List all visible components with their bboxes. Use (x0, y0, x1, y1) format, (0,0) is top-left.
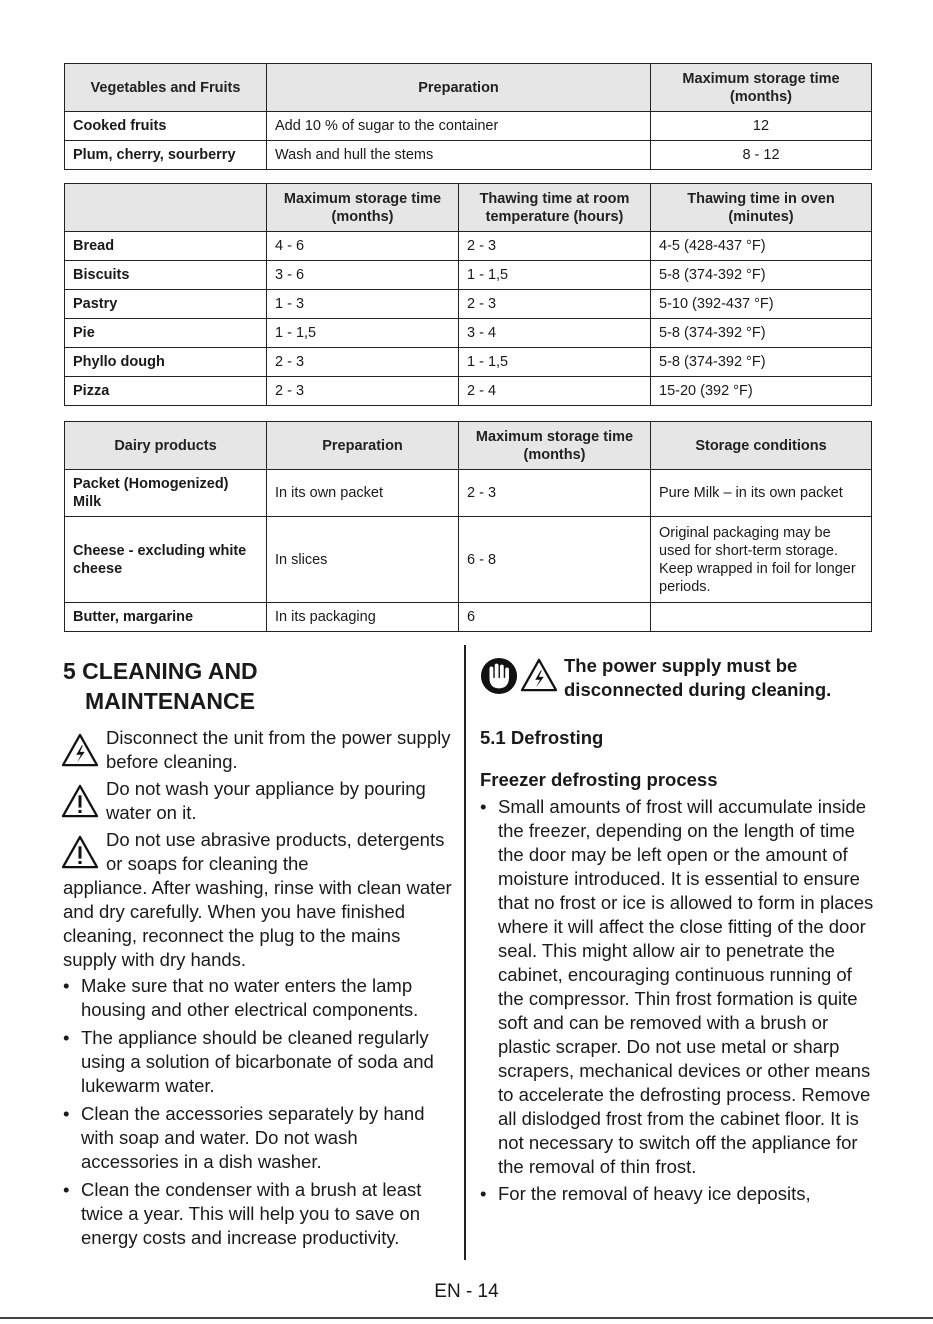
table-cell: Biscuits (65, 261, 267, 290)
list-item: • For the removal of heavy ice deposits, (480, 1182, 875, 1206)
table-cell: Phyllo dough (65, 348, 267, 377)
table-cell: 5-8 (374-392 °F) (651, 319, 872, 348)
table-cell: 1 - 1,5 (459, 348, 651, 377)
warning-note (63, 828, 453, 876)
vegetables-fruits-table (64, 63, 872, 170)
table-cell: In its packaging (267, 603, 459, 632)
table-cell: Pizza (65, 377, 267, 406)
subsection-heading: 5.1 Defrosting (480, 727, 604, 748)
baked-goods-table (64, 183, 872, 406)
table-header: Preparation (267, 64, 651, 112)
heading-line: MAINTENANCE (85, 688, 255, 714)
table-header: Maximum storage time (months) (651, 64, 872, 112)
table-header: Maximum storage time (months) (267, 184, 459, 232)
table-cell: 5-8 (374-392 °F) (651, 261, 872, 290)
power-notice (480, 654, 875, 712)
table-header: Thawing time in oven (minutes) (651, 184, 872, 232)
table-cell: 5-8 (374-392 °F) (651, 348, 872, 377)
table-cell: 8 - 12 (651, 141, 872, 170)
list-item: • Make sure that no water enters the lamp housing and other electrical components. (63, 974, 453, 1022)
table-row (65, 261, 872, 290)
list-item: • The appliance should be cleaned regularly using a solution of bicarbonate of soda and lukewarm water. (63, 1026, 453, 1098)
table-cell: Cheese - excluding white cheese (65, 517, 267, 603)
list-item: • Clean the accessories separately by hand with soap and water. Do not wash accessories in a dish washer. (63, 1102, 453, 1174)
page-number: EN - 14 (434, 1281, 499, 1302)
warning-note (63, 726, 453, 774)
table-cell: 1 - 1,5 (459, 261, 651, 290)
paragraph: appliance. After washing, rinse with clean water and dry carefully. When you have finished cleaning, reconnect the plug to the mains supply with dry hands. (63, 877, 452, 970)
warning-triangle-icon (61, 784, 99, 818)
table-cell: 15-20 (392 °F) (651, 377, 872, 406)
table-cell: Packet (Homogenized) Milk (65, 470, 267, 517)
notice-line: The power supply must be (564, 655, 798, 676)
table-cell: 2 - 3 (459, 470, 651, 517)
warning-text: Do not use abrasive products, detergents or soaps for cleaning the (106, 829, 445, 874)
table-header: Dairy products (65, 422, 267, 470)
notice-line: disconnected during cleaning. (564, 679, 832, 700)
table-cell: 1 - 1,5 (267, 319, 459, 348)
table-cell: 3 - 6 (267, 261, 459, 290)
dairy-products-table (64, 421, 872, 632)
table-cell: 12 (651, 112, 872, 141)
electric-warning-icon (520, 658, 558, 692)
table-cell: 2 - 3 (267, 377, 459, 406)
warning-triangle-icon (61, 835, 99, 869)
table-cell: 3 - 4 (459, 319, 651, 348)
defrosting-bullet-list (480, 795, 875, 1206)
table-cell: Pie (65, 319, 267, 348)
cleaning-maintenance-section (63, 648, 453, 1254)
table-cell: Butter, margarine (65, 603, 267, 632)
table-cell: Bread (65, 232, 267, 261)
heading-line: 5 CLEANING AND (63, 658, 258, 684)
table-cell: Cooked fruits (65, 112, 267, 141)
defrosting-section (480, 648, 875, 1209)
warning-text: Disconnect the unit from the power supply before cleaning. (106, 727, 451, 772)
table-cell: 2 - 3 (459, 232, 651, 261)
table-row (65, 470, 872, 517)
table-cell: Pastry (65, 290, 267, 319)
table-cell: 2 - 3 (459, 290, 651, 319)
notice-text (564, 654, 831, 702)
table-row (65, 319, 872, 348)
table-cell: 2 - 4 (459, 377, 651, 406)
table-row (65, 603, 872, 632)
process-heading: Freezer defrosting process (480, 769, 718, 790)
table-header: Maximum storage time (months) (459, 422, 651, 470)
warning-text: Do not wash your appliance by pouring water on it. (106, 778, 426, 823)
table-row (65, 112, 872, 141)
list-item: • Clean the condenser with a brush at least twice a year. This will help you to save on energy costs and increase productivity. (63, 1178, 453, 1250)
table-cell: 5-10 (392-437 °F) (651, 290, 872, 319)
table-cell: 6 - 8 (459, 517, 651, 603)
bottom-rule (0, 1317, 933, 1319)
table-cell: Add 10 % of sugar to the container (267, 112, 651, 141)
table-header: Preparation (267, 422, 459, 470)
table-header: Vegetables and Fruits (65, 64, 267, 112)
table-row (65, 141, 872, 170)
warning-note (63, 777, 453, 825)
section-heading (63, 656, 453, 716)
table-cell (651, 603, 872, 632)
table-cell: 4 - 6 (267, 232, 459, 261)
table-cell: Pure Milk – in its own packet (651, 470, 872, 517)
table-header (65, 184, 267, 232)
cleaning-bullet-list (63, 974, 453, 1250)
table-cell: Original packaging may be used for short-term storage. Keep wrapped in foil for longer periods. (651, 517, 872, 603)
table-row (65, 348, 872, 377)
table-cell: In slices (267, 517, 459, 603)
table-cell: 1 - 3 (267, 290, 459, 319)
table-cell: 2 - 3 (267, 348, 459, 377)
table-cell: 4-5 (428-437 °F) (651, 232, 872, 261)
column-divider (464, 645, 466, 1260)
table-cell: Wash and hull the stems (267, 141, 651, 170)
table-cell: Plum, cherry, sourberry (65, 141, 267, 170)
table-cell: In its own packet (267, 470, 459, 517)
table-row (65, 290, 872, 319)
table-row (65, 377, 872, 406)
table-row (65, 517, 872, 603)
table-header: Storage conditions (651, 422, 872, 470)
table-header: Thawing time at room temperature (hours) (459, 184, 651, 232)
table-cell: 6 (459, 603, 651, 632)
list-item: • Small amounts of frost will accumulate inside the freezer, depending on the length of time the door may be left open or the amount of moisture introduced. It is essential to ensure that no frost or ice is allowed to form in places where it will affect the close fitting of the door seal. This might allow air to penetrate the cabinet, encouraging continuous running of the compressor. Thin frost formation is quite soft and can be removed with a brush or plastic scraper. Do not use metal or sharp scrapers, mechanical devices or other means to accelerate the defrosting process. Remove all dislodged frost from the cabinet floor. It is not necessary to switch off the appliance for the removal of thin frost. (480, 795, 875, 1179)
table-row (65, 232, 872, 261)
glove-icon (480, 657, 518, 695)
electric-warning-icon (61, 733, 99, 767)
